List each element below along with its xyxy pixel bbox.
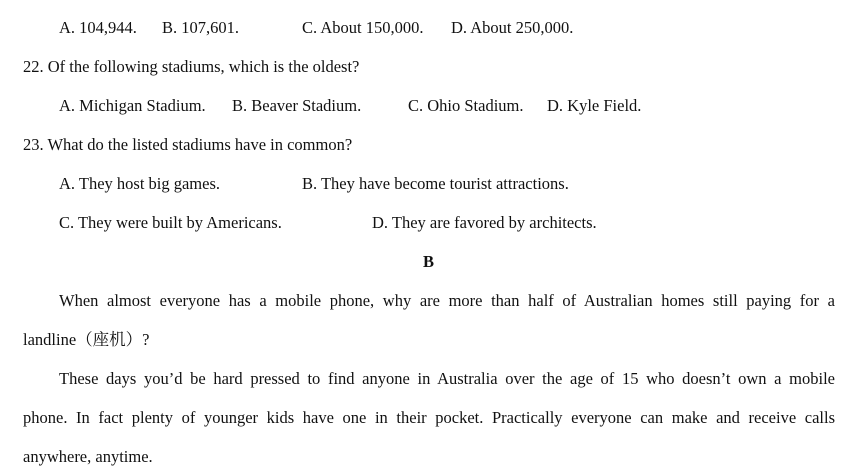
q23-option-d: D. They are favored by architects. [372, 213, 597, 232]
q21-option-a: A. 104,944. [59, 18, 137, 37]
q22-option-b: B. Beaver Stadium. [232, 96, 362, 115]
q23-option-b: B. They have become tourist attractions. [302, 174, 569, 193]
q21-option-c: C. About 150,000. [302, 18, 424, 37]
q22-options-row [0, 96, 859, 116]
section-heading: B [423, 252, 435, 271]
q23-question: 23. What do the listed stadiums have in common? [23, 135, 353, 154]
q23-options-row-2 [0, 213, 859, 233]
paragraph-2-line-3: anywhere, anytime. [23, 447, 153, 466]
q23-options-row-1 [0, 174, 859, 194]
q23-option-a: A. They host big games. [59, 174, 221, 193]
paragraph-2-line-2: phone. In fact plenty of younger kids have one in their pocket. Practically everyone can make and receive calls [23, 408, 835, 427]
q21-options-row [0, 18, 859, 38]
q22-question: 22. Of the following stadiums, which is the oldest? [23, 57, 360, 76]
q21-option-b: B. 107,601. [162, 18, 240, 37]
paragraph-1-line-2: landline（座机）? [23, 330, 150, 349]
q22-option-c: C. Ohio Stadium. [408, 96, 524, 115]
q21-option-d: D. About 250,000. [451, 18, 574, 37]
paragraph-1-line-1: When almost everyone has a mobile phone, why are more than half of Australian homes still paying for a [59, 291, 835, 310]
q22-option-a: A. Michigan Stadium. [59, 96, 206, 115]
q23-option-c: C. They were built by Americans. [59, 213, 282, 232]
paragraph-2-line-1: These days you’d be hard pressed to find anyone in Australia over the age of 15 who doesn’t own a mobile [59, 369, 835, 388]
q22-option-d: D. Kyle Field. [547, 96, 642, 115]
